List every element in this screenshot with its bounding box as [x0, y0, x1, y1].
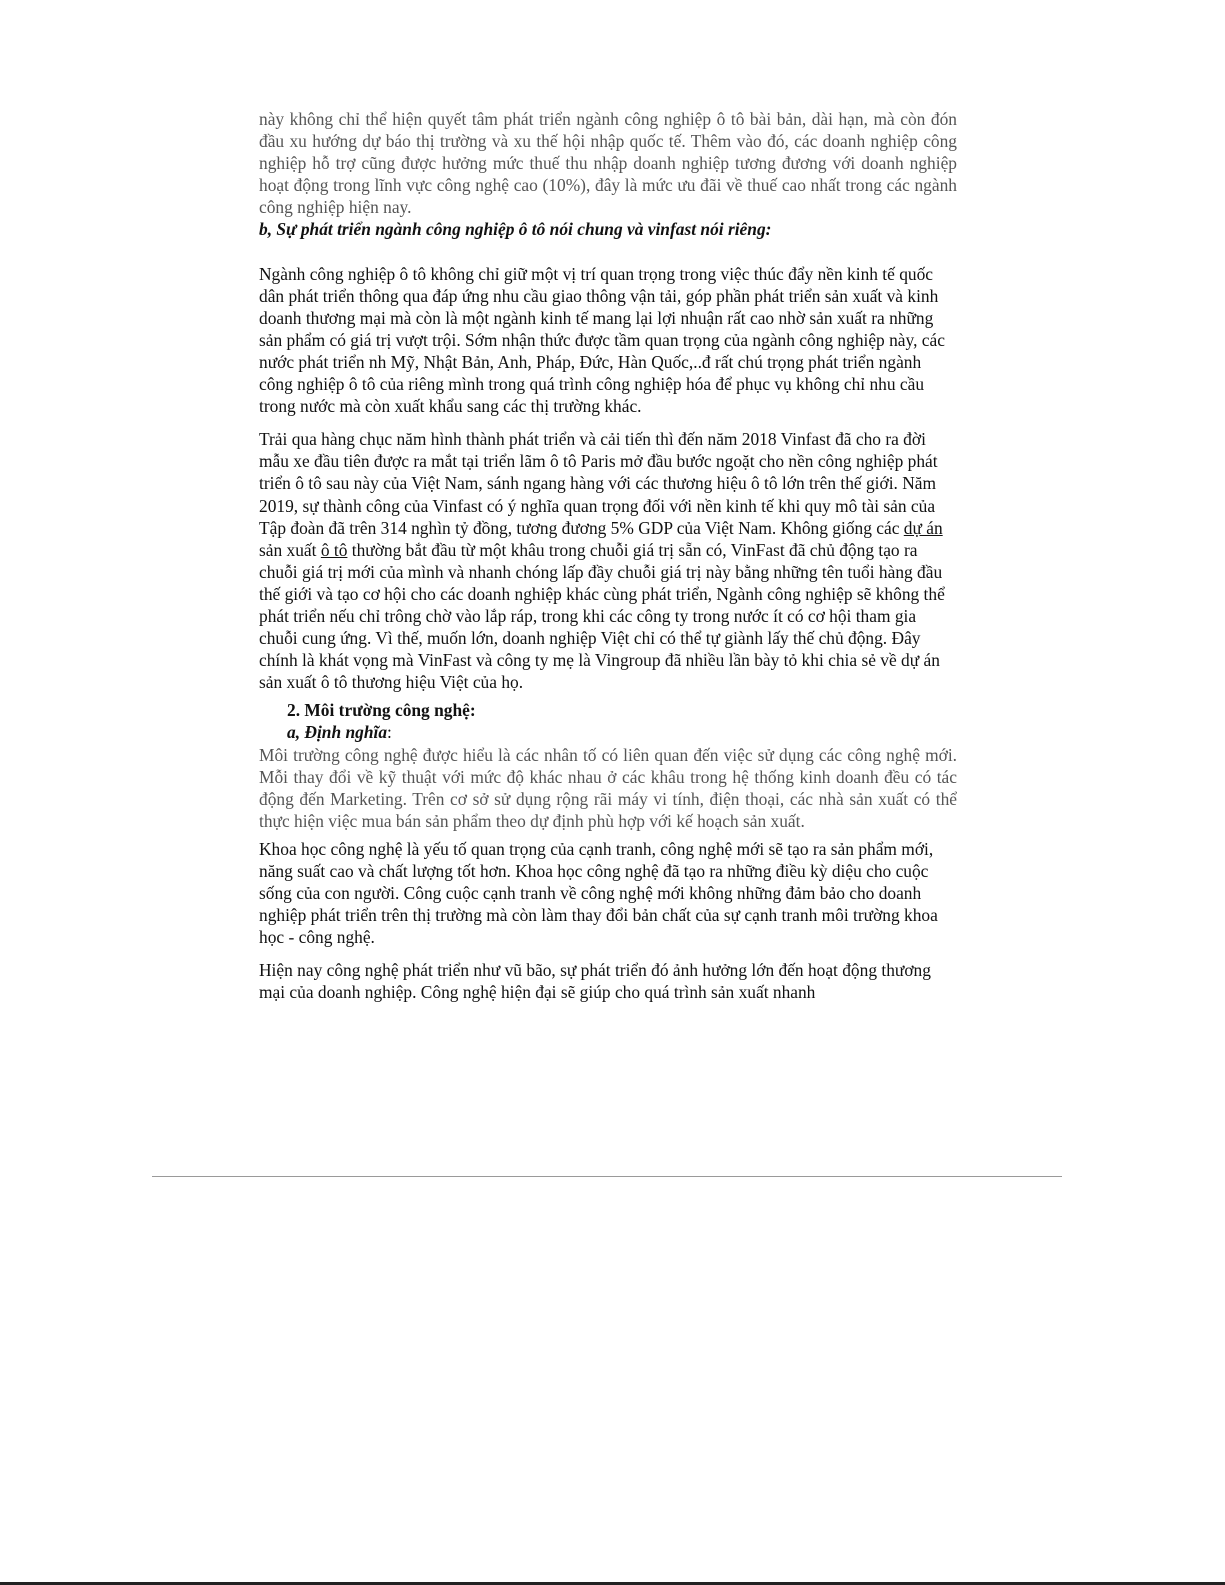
subsection-heading-a-label: a, Định nghĩa [287, 722, 388, 743]
paragraph-science-tech: Khoa học công nghệ là yếu tố quan trọng của cạnh tranh, công nghệ mới sẽ tạo ra sản phẩm mới, năng suất cao và chất lượng tốt hơn. Khoa học công nghệ đã tạo ra những điều kỳ diệu cho cuộc sống của con người. Công cuộc cạnh tranh về công nghệ mới không những đảm bảo cho doanh nghiệp phát triển trên thị trường mà còn làm thay đổi bản chất của sự cạnh tranh môi trường khoa học - công nghệ. [259, 838, 938, 948]
du-an-link[interactable]: dự án [903, 517, 943, 538]
paragraph-vinfast-text-1: Trải qua hàng chục năm hình thành phát triển và cải tiến thì đến năm 2018 Vinfast đã cho ra đời mẫu xe đầu tiên được ra mắt tại triển lãm ô tô Paris mở đầu bước ngoặt cho nền công nghiệp phát triển ô tô sau này của Việt Nam, sánh ngang hàng với các thương hiệu ô tô lớn trên thế giới. Năm 2019, sự thành công của Vinfast có ý nghĩa quan trọng đối với nền kinh tế khi quy mô tài sản của Tập đoàn đã trên 314 nghìn tỷ đồng, tương đương 5% GDP của Việt Nam. Không giống các [259, 429, 938, 538]
paragraph-vinfast-text-2: sản xuất [259, 539, 317, 560]
page-divider [152, 1176, 1062, 1177]
subsection-heading-a [287, 721, 957, 743]
o-to-link[interactable]: ô tô [320, 539, 348, 560]
paragraph-auto-industry: Ngành công nghiệp ô tô không chỉ giữ một vị trí quan trọng trong việc thúc đẩy nền kinh tế quốc dân phát triển thông qua đáp ứng nhu cầu giao thông vận tải, góp phần phát triển sản xuất và kinh doanh thương mại mà còn là một ngành kinh tế mang lại lợi nhuận rất cao nhờ sản xuất ra những sản phẩm có giá trị vượt trội. Sớm nhận thức được tầm quan trọng của ngành công nghiệp này, các nước phát triển nh Mỹ, Nhật Bản, Anh, Pháp, Đức, Hàn Quốc,..đ rất chú trọng phát triển ngành công nghiệp ô tô của riêng mình trong quá trình công nghiệp hóa để phục vụ không chỉ nhu cầu trong nước mà còn xuất khẩu sang các thị trường khác. [259, 263, 945, 417]
paragraph-tech-definition: Môi trường công nghệ được hiểu là các nhân tố có liên quan đến việc sử dụng các công nghệ mới. Mỗi thay đổi về kỹ thuật với mức độ khác nhau ở các khâu trong hệ thống kinh doanh đều có tác động đến Marketing. Trên cơ sở sử dụng rộng rãi máy vi tính, điện thoại, các nhà sản xuất có thể thực hiện việc mua bán sản phẩm theo dự định phù hợp với kế hoạch sản xuất. [259, 744, 957, 831]
paragraph-tax-incentives: này không chỉ thể hiện quyết tâm phát triển ngành công nghiệp ô tô bài bản, dài hạn, mà còn đón đầu xu hướng dự báo thị trường và xu thế hội nhập quốc tế. Thêm vào đó, các doanh nghiệp công nghiệp hỗ trợ cũng được hưởng mức thuế thu nhập doanh nghiệp tương đương với doanh nghiệp hoạt động trong lĩnh vực công nghệ cao (10%), đây là mức ưu đãi về thuế cao nhất trong các ngành công nghiệp hiện nay. [259, 109, 957, 218]
section-heading-b: b, Sự phát triển ngành công nghiệp ô tô nói chung và vinfast nói riêng: [259, 219, 772, 240]
paragraph-vinfast [259, 428, 957, 693]
section-heading-2: 2. Môi trường công nghệ: [287, 700, 476, 721]
subsection-heading-a-colon: : [387, 722, 392, 743]
paragraph-vinfast-text-3: thường bắt đầu từ một khâu trong chuỗi giá trị sẵn có, VinFast đã chủ động tạo ra chuỗi giá trị mới của mình và nhanh chóng lấp đầy chuỗi giá trị này bằng những tên tuổi hàng đầu thế giới và tạo cơ hội cho các doanh nghiệp khác cùng phát triển, Ngành công nghiệp sẽ không thể phát triển nếu chỉ trông chờ vào lắp ráp, trong khi các công ty trong nước ít có cơ hội tham gia chuỗi cung ứng. Vì thế, muốn lớn, doanh nghiệp Việt chỉ có thể tự giành lấy thế chủ động. Đây chính là khát vọng mà VinFast và công ty mẹ là Vingroup đã nhiều lần bày tỏ khi chia sẻ về dự án sản xuất ô tô thương hiệu Việt của họ. [259, 539, 945, 693]
document-body [259, 108, 957, 1004]
paragraph-tech-today: Hiện nay công nghệ phát triển như vũ bão, sự phát triển đó ảnh hưởng lớn đến hoạt động thương mại của doanh nghiệp. Công nghệ hiện đại sẽ giúp cho quá trình sản xuất nhanh [259, 960, 931, 1003]
